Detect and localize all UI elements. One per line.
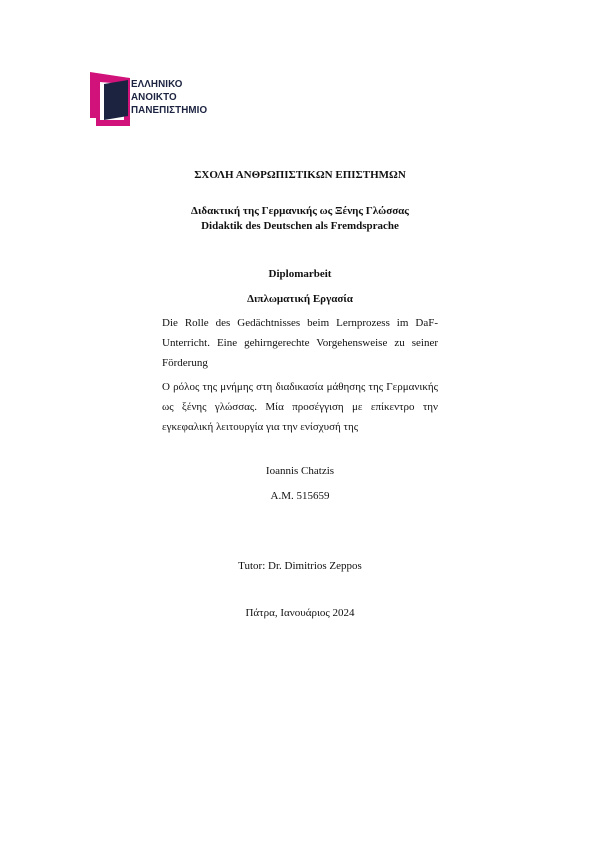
thesis-title-german: Die Rolle des Gedächtnisses beim Lernprozess im DaF-Unterricht. Eine gehirngerechte Vorgehensweise zu seiner Förderung	[162, 317, 438, 369]
program-german: Didaktik des Deutschen als Fremdsprache	[201, 220, 399, 232]
place-date: Πάτρα, Ιανουάριος 2024	[245, 607, 355, 619]
logo-text-line1: ΕΛΛΗΝΙΚΟ	[131, 79, 183, 90]
thesis-type-german: Diplomarbeit	[268, 268, 332, 280]
logo-text	[131, 78, 207, 117]
registration-number: A.M. 515659	[270, 490, 330, 502]
logo-text-line3: ΠΑΝΕΠΙΣΤΗΜΙΟ	[131, 105, 208, 116]
tutor-name: Tutor: Dr. Dimitrios Zeppos	[238, 560, 362, 572]
logo-mark-icon	[90, 70, 130, 126]
thesis-type-greek: Διπλωματική Εργασία	[247, 293, 353, 305]
thesis-title-greek: Ο ρόλος της μνήμης στη διαδικασία μάθησης της Γερμανικής ως ξένης γλώσσας. Μία προσέγγιση με επίκεντρο την εγκεφαλική λειτουργία για την ενίσχυσή της	[162, 381, 438, 433]
university-logo	[90, 70, 240, 126]
school-name: ΣΧΟΛΗ ΑΝΘΡΩΠΙΣΤΙΚΩΝ ΕΠΙΣΤΗΜΩΝ	[194, 169, 406, 181]
author-name: Ioannis Chatzis	[265, 465, 335, 477]
logo-text-line2: ΑΝΟΙΚΤΟ	[131, 92, 177, 103]
program-greek: Διδακτική της Γερμανικής ως Ξένης Γλώσσας	[191, 205, 409, 217]
